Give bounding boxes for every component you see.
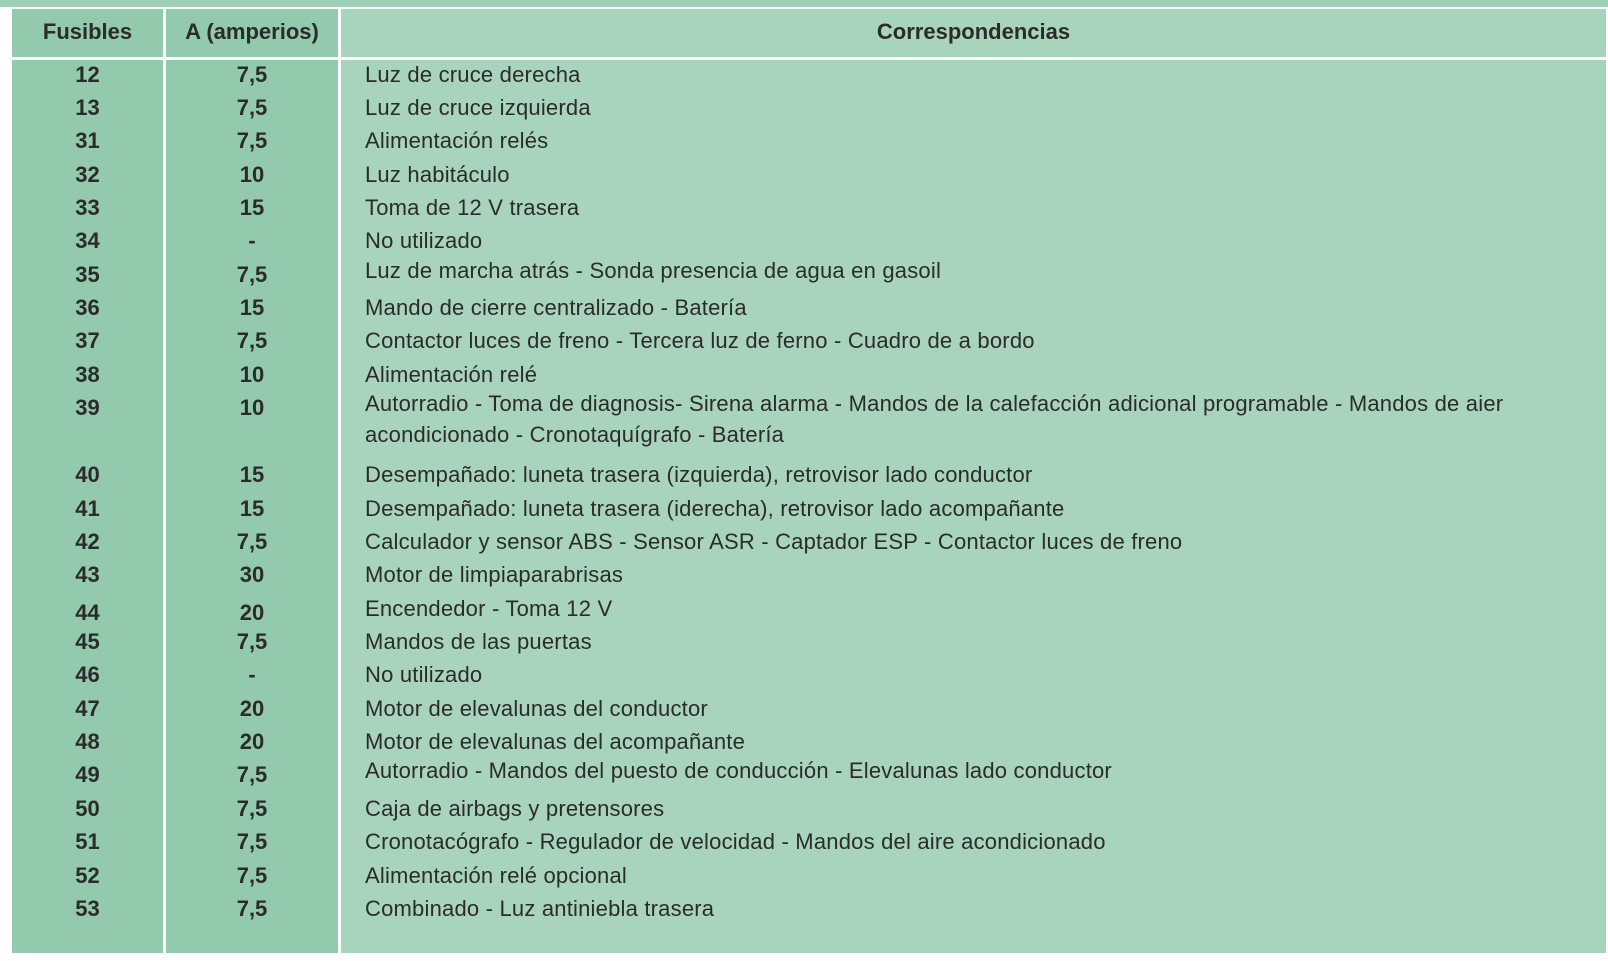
- fuse-amperage: 7,5: [236, 95, 268, 120]
- fuse-amperage: 10: [239, 162, 265, 187]
- fuse-number: 41: [75, 496, 100, 521]
- fuse-number: 31: [75, 128, 100, 153]
- fuse-number: 49: [75, 762, 100, 787]
- fuse-correspondence: Alimentación relé opcional: [365, 863, 628, 888]
- fuse-number: 42: [75, 529, 100, 554]
- fuse-number: 33: [75, 195, 100, 220]
- fuse-number: 32: [75, 162, 100, 187]
- top-border-strip: [0, 0, 1608, 7]
- header-amps: A (amperios): [185, 19, 319, 44]
- fuse-correspondence: Caja de airbags y pretensores: [365, 796, 665, 821]
- fuse-correspondence: Cronotacógrafo - Regulador de velocidad - Mandos del aire acondicionado: [365, 829, 1106, 854]
- fuse-number: 52: [75, 863, 100, 888]
- fuse-number: 45: [75, 629, 100, 654]
- fuse-number: 35: [75, 262, 100, 287]
- fuse-number: 43: [75, 562, 100, 587]
- fuse-number: 48: [75, 729, 100, 754]
- fuse-correspondence: Encendedor - Toma 12 V: [365, 596, 613, 621]
- fuse-amperage: 7,5: [236, 62, 268, 87]
- fuse-correspondence: Contactor luces de freno - Tercera luz de ferno - Cuadro de a bordo: [365, 328, 1035, 353]
- fuse-correspondence: No utilizado: [365, 228, 483, 253]
- fuse-correspondence: Desempañado: luneta trasera (izquierda), retrovisor lado conductor: [365, 462, 1033, 487]
- fuse-correspondence: Mandos de las puertas: [365, 629, 592, 654]
- fuse-number: 47: [75, 696, 100, 721]
- fuse-number: 36: [75, 295, 100, 320]
- fuse-number: 50: [75, 796, 100, 821]
- fuse-amperage: 7,5: [236, 328, 268, 353]
- fuse-correspondence: Luz habitáculo: [365, 162, 510, 187]
- fuse-amperage: 7,5: [236, 529, 268, 554]
- fuse-amperage: 10: [239, 395, 265, 420]
- fuse-amperage: 7,5: [236, 762, 268, 787]
- fuse-correspondence: Mando de cierre centralizado - Batería: [365, 295, 747, 320]
- fuse-amperage: 7,5: [236, 128, 268, 153]
- fuse-amperage: 20: [239, 600, 265, 625]
- fuse-correspondence: Calculador y sensor ABS - Sensor ASR - Captador ESP - Contactor luces de freno: [365, 529, 1183, 554]
- fuse-amperage: 7,5: [236, 863, 268, 888]
- fuse-correspondence: Alimentación relé: [365, 362, 538, 387]
- fuse-number: 44: [75, 600, 100, 625]
- fuse-number: 39: [75, 395, 100, 420]
- fuse-amperage: 30: [239, 562, 265, 587]
- fuse-amperage: 7,5: [236, 262, 268, 287]
- fuse-correspondence: Combinado - Luz antiniebla trasera: [365, 896, 715, 921]
- fuse-amperage: 7,5: [236, 829, 268, 854]
- fuse-correspondence: Alimentación relés: [365, 128, 549, 153]
- fuse-correspondence: Luz de cruce izquierda: [365, 95, 591, 120]
- column-divider: [338, 9, 341, 953]
- fuse-number: 53: [75, 896, 100, 921]
- fuse-correspondence: Toma de 12 V trasera: [365, 195, 580, 220]
- fuse-amperage: 15: [239, 462, 265, 487]
- fuse-number: 37: [75, 328, 100, 353]
- fuse-correspondence: Desempañado: luneta trasera (iderecha), retrovisor lado acompañante: [365, 496, 1065, 521]
- fuse-number: 34: [75, 228, 100, 253]
- fuse-correspondence: Luz de marcha atrás - Sonda presencia de agua en gasoil: [365, 258, 942, 283]
- fuse-correspondence: Motor de elevalunas del acompañante: [365, 729, 746, 754]
- fuse-amperage: -: [248, 228, 256, 253]
- header-correspondences: Correspondencias: [876, 19, 1071, 44]
- fuse-amperage: 15: [239, 496, 265, 521]
- fuse-amperage: -: [248, 662, 256, 687]
- fuse-number: 46: [75, 662, 100, 687]
- fuse-amperage: 20: [239, 696, 265, 721]
- fuse-number: 51: [75, 829, 100, 854]
- fuse-amperage: 7,5: [236, 629, 268, 654]
- fuse-amperage: 10: [239, 362, 265, 387]
- fuse-amperage: 20: [239, 729, 265, 754]
- fuse-number: 40: [75, 462, 100, 487]
- fuse-amperage: 7,5: [236, 796, 268, 821]
- fuse-number: 38: [75, 362, 100, 387]
- fuse-correspondence: Motor de elevalunas del conductor: [365, 696, 708, 721]
- fuse-amperage: 7,5: [236, 896, 268, 921]
- fuse-correspondence: Autorradio - Mandos del puesto de conducción - Elevalunas lado conductor: [365, 758, 1112, 783]
- header-fuse: Fusibles: [42, 19, 133, 44]
- fuse-correspondence: Motor de limpiaparabrisas: [365, 562, 624, 587]
- fuse-number: 13: [75, 95, 100, 120]
- fuse-correspondence: No utilizado: [365, 662, 483, 687]
- fuse-amperage: 15: [239, 195, 265, 220]
- fuse-correspondence: Luz de cruce derecha: [365, 62, 581, 87]
- fuse-table: [12, 9, 1606, 953]
- fuse-number: 12: [75, 62, 100, 87]
- fuse-correspondence: Autorradio - Toma de diagnosis- Sirena alarma - Mandos de la calefacción adicional programable - Mandos de aier acondicionado - Cronotaquígrafo - Batería: [365, 391, 1504, 447]
- fuse-amperage: 15: [239, 295, 265, 320]
